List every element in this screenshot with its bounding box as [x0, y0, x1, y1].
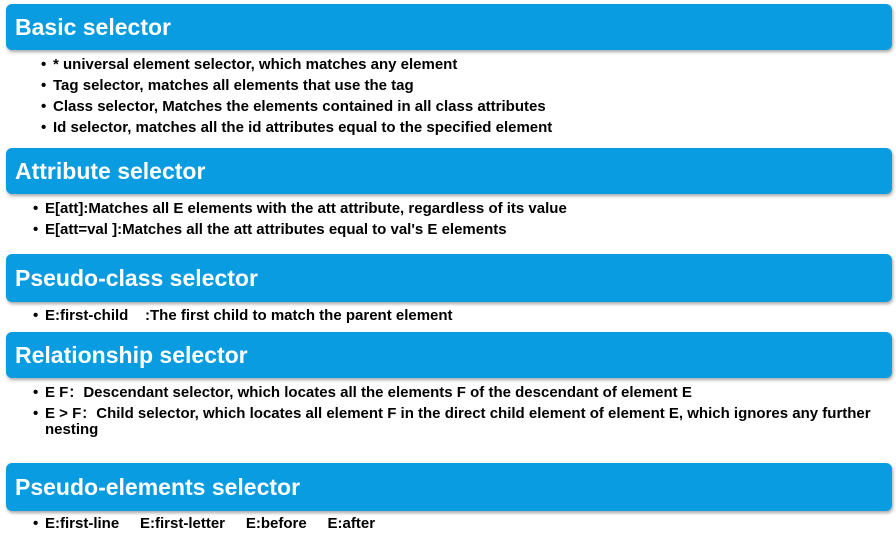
- basic-selector-list: [41, 54, 552, 138]
- pseudo-class-selector-list: [33, 305, 453, 326]
- bullet-icon: •: [33, 221, 39, 238]
- list-item: • E[att]:Matches all E elements with the att attribute, regardless of its value: [33, 200, 567, 217]
- section-title: Attribute selector: [15, 157, 206, 184]
- section-header-relationship-selector: [6, 332, 892, 378]
- section-header-basic-selector: [6, 4, 892, 50]
- relationship-selector-list: [33, 382, 881, 438]
- bullet-icon: •: [41, 56, 47, 73]
- list-item: • E > F：Child selector, which locates all element F in the direct child element of element E, which ignores any further nesting: [33, 405, 871, 438]
- section-title: Pseudo-elements selector: [15, 473, 301, 500]
- list-item: • E:first-child :The first child to match the parent element: [33, 307, 453, 324]
- list-item: • Id selector, matches all the id attributes equal to the specified element: [41, 119, 553, 136]
- list-item: • Class selector, Matches the elements contained in all class attributes: [41, 98, 546, 115]
- pseudo-elements-selector-list: [33, 513, 375, 534]
- bullet-icon: •: [41, 98, 47, 115]
- list-item: • Tag selector, matches all elements that use the tag: [41, 77, 414, 94]
- bullet-icon: •: [33, 200, 39, 217]
- list-item: • E F：Descendant selector, which locates all the elements F of the descendant of element E: [33, 384, 692, 401]
- list-item: • E[att=val ]:Matches all the att attributes equal to val's E elements: [33, 221, 507, 238]
- section-header-pseudo-class-selector: [6, 254, 892, 302]
- section-header-pseudo-elements-selector: [6, 463, 892, 511]
- list-item: • * universal element selector, which matches any element: [41, 56, 458, 73]
- section-header-attribute-selector: [6, 148, 892, 194]
- list-item: • E:first-line E:first-letter E:before E:after: [33, 515, 376, 532]
- bullet-icon: •: [41, 77, 47, 94]
- attribute-selector-list: [33, 198, 567, 240]
- bullet-icon: •: [33, 307, 39, 324]
- bullet-icon: •: [41, 119, 47, 136]
- section-title: Pseudo-class selector: [15, 264, 258, 291]
- section-title: Relationship selector: [15, 341, 248, 368]
- bullet-icon: •: [33, 384, 39, 401]
- section-title: Basic selector: [15, 13, 171, 40]
- bullet-icon: •: [33, 405, 39, 422]
- bullet-icon: •: [33, 515, 39, 532]
